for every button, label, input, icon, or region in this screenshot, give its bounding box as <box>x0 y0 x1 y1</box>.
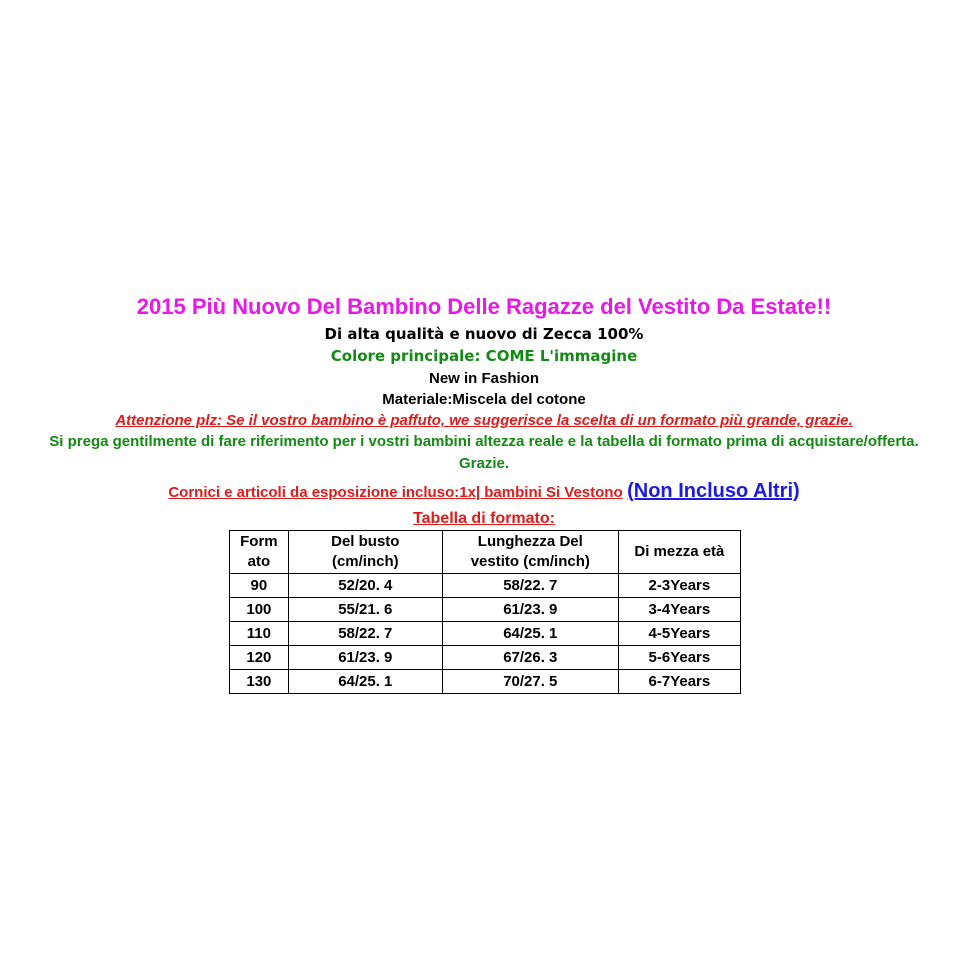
cell-length: 61/23. 9 <box>442 598 618 622</box>
header-bust: Del busto (cm/inch) <box>288 531 442 574</box>
main-color-text: Colore principale: COME L'immagine <box>330 347 638 365</box>
header-age: Di mezza età <box>618 531 740 574</box>
fashion-text: New in Fashion <box>428 370 539 387</box>
table-row <box>230 646 741 670</box>
product-description <box>0 290 968 694</box>
cell-age: 5-6Years <box>618 646 740 670</box>
cell-bust: 52/20. 4 <box>288 574 442 598</box>
includes-text: Cornici e articoli da esposizione incluso:1x| bambini Si Vestono <box>168 484 623 501</box>
cell-size: 110 <box>230 622 289 646</box>
cell-length: 58/22. 7 <box>442 574 618 598</box>
cell-bust: 55/21. 6 <box>288 598 442 622</box>
cell-bust: 64/25. 1 <box>288 670 442 694</box>
size-table <box>229 530 741 694</box>
table-row <box>230 622 741 646</box>
table-row <box>230 598 741 622</box>
cell-length: 67/26. 3 <box>442 646 618 670</box>
cell-age: 6-7Years <box>618 670 740 694</box>
table-row <box>230 574 741 598</box>
quality-text: Di alta qualità e nuovo di Zecca 100% <box>324 325 644 343</box>
cell-length: 64/25. 1 <box>442 622 618 646</box>
size-request: Si prega gentilmente di fare riferimento per i vostri bambini altezza reale e la tabella di formato prima di acquistare/offerta. <box>49 433 919 450</box>
product-title: 2015 Più Nuovo Del Bambino Delle Ragazze del Vestito Da Estate!! <box>136 294 832 319</box>
size-warning: Attenzione plz: Se il vostro bambino è paffuto, we suggerisce la scelta di un formato più grande, grazie. <box>115 412 853 429</box>
material-text: Materiale:Miscela del cotone <box>382 391 586 408</box>
cell-size: 90 <box>230 574 289 598</box>
package-includes <box>0 476 968 508</box>
header-length: Lunghezza Del vestito (cm/inch) <box>442 531 618 574</box>
cell-size: 120 <box>230 646 289 670</box>
cell-size: 130 <box>230 670 289 694</box>
not-included-text: (Non Incluso Altri) <box>627 480 800 502</box>
size-table-header-row <box>230 531 741 574</box>
size-table-title: Tabella di formato: <box>413 510 555 527</box>
cell-size: 100 <box>230 598 289 622</box>
table-row <box>230 670 741 694</box>
cell-age: 3-4Years <box>618 598 740 622</box>
cell-bust: 61/23. 9 <box>288 646 442 670</box>
cell-age: 2-3Years <box>618 574 740 598</box>
header-size: Form ato <box>230 531 289 574</box>
thanks-text: Grazie. <box>458 455 510 472</box>
cell-bust: 58/22. 7 <box>288 622 442 646</box>
cell-age: 4-5Years <box>618 622 740 646</box>
cell-length: 70/27. 5 <box>442 670 618 694</box>
